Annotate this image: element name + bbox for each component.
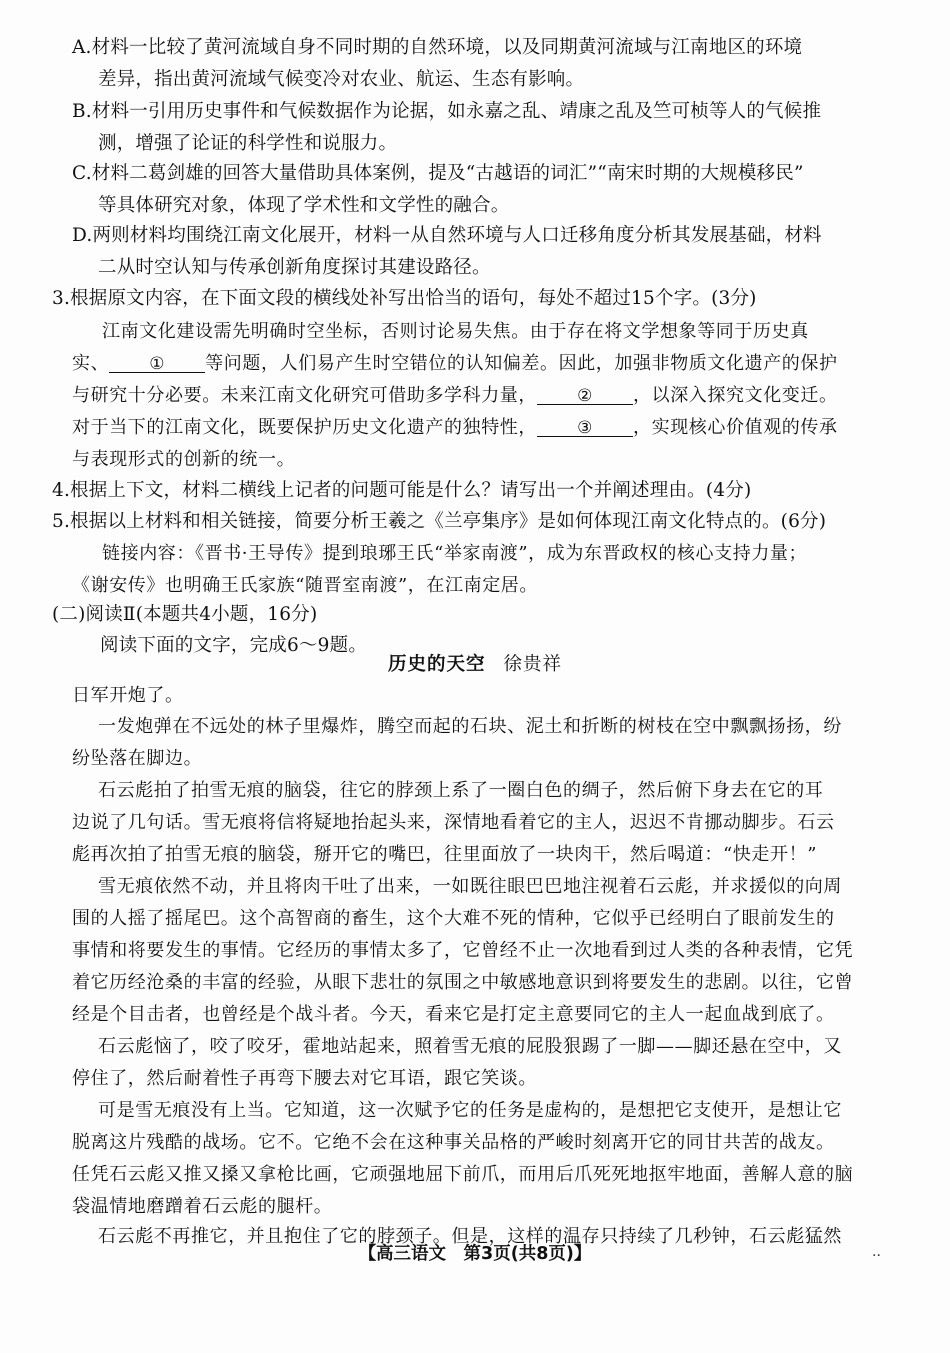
answer-blank-2[interactable] [537, 382, 633, 405]
question-3-stem: 3.根据原文内容，在下面文段的横线处补写出恰当的语句，每处不超过15个字。(3分) [52, 288, 757, 309]
answer-blank-3[interactable] [537, 414, 633, 437]
option-b-line-1: B.材料一引用历史事件和气候数据作为论据，如永嘉之乱、靖康之乱及竺可桢等人的气候推 [72, 101, 822, 122]
q3-passage-text: 等问题，人们易产生时空错位的认知偏差。因此，加强非物质文化遗产的保护 [205, 353, 838, 374]
section-2-heading: (二)阅读Ⅱ(本题共4小题，16分) [52, 604, 318, 625]
story-line: 石云彪拍了拍雪无痕的脑袋，往它的脖颈上系了一圈白色的绸子，然后俯下身去在它的耳 [98, 780, 824, 801]
option-a-line-2: 差异，指出黄河流域气候变冷对农业、航运、生态有影响。 [98, 69, 585, 90]
story-line: 事情和将要发生的事情。它经历的事情太多了，它曾经不止一次地看到过人类的各种表情，它凭 [72, 940, 854, 961]
blank-3-label: ③ [577, 418, 593, 438]
story-line: 纷坠落在脚边。 [72, 748, 203, 769]
q3-passage-line-1: 江南文化建设需先明确时空坐标，否则讨论易失焦。由于存在将文学想象等同于历史真 [102, 321, 809, 342]
q3-passage-text: 实、 [72, 353, 110, 374]
story-line: 雪无痕依然不动，并且将肉干吐了出来，一如既往眼巴巴地注视着石云彪，并求援似的向周 [98, 876, 842, 897]
blank-2-label: ② [577, 386, 593, 406]
q3-passage-text: 与研究十分必要。未来江南文化研究可借助多学科力量， [72, 385, 537, 406]
page-footer: 【高三语文 第3页(共8页)】 [358, 1244, 592, 1264]
answer-blank-1[interactable] [109, 350, 205, 373]
article-title-text: 历史的天空 [387, 654, 486, 675]
option-b-line-2: 测，增强了论证的科学性和说服力。 [98, 133, 398, 154]
footer-dots: .. [872, 1244, 881, 1260]
q3-passage-line-2 [72, 350, 838, 378]
q3-passage-line-4 [72, 414, 838, 442]
article-title [0, 650, 950, 676]
story-line: 着它历经沧桑的丰富的经验，从眼下悲壮的氛围之中敏感地意识到将要发生的悲剧。以往，它曾 [72, 972, 854, 993]
option-c-line-2: 等具体研究对象，体现了学术性和文学性的融合。 [98, 195, 510, 216]
option-a-line-1: A.材料一比较了黄河流域自身不同时期的自然环境，以及同期黄河流域与江南地区的环境 [72, 37, 803, 58]
q3-passage-line-5: 与表现形式的创新的统一。 [72, 449, 296, 470]
option-d-line-2: 二从时空认知与传承创新角度探讨其建设路径。 [98, 257, 491, 278]
story-line: 石云彪不再推它，并且抱住了它的脖颈子。但是，这样的温存只持续了几秒钟，石云彪猛然 [98, 1226, 842, 1247]
q3-passage-text: ，以深入探究文化变迁。 [633, 385, 838, 406]
story-line: 围的人摇了摇尾巴。这个高智商的畜生，这个大难不死的情种，它似乎已经明白了眼前发生的 [72, 908, 835, 929]
section-2-instruction: 阅读下面的文字，完成6～9题。 [100, 635, 368, 656]
q3-passage-text: ，实现核心价值观的传承 [633, 417, 838, 438]
story-line: 日军开炮了。 [72, 685, 184, 706]
story-line: 一发炮弹在不远处的林子里爆炸，腾空而起的石块、泥土和折断的树枝在空中飘飘扬扬，纷 [98, 716, 842, 737]
blank-1-label: ① [149, 354, 166, 374]
story-line: 经是个目击者，也曾经是个战斗者。今天，看来它是打定主意要同它的主人一起血战到底了。 [72, 1004, 835, 1025]
article-author: 徐贵祥 [503, 654, 563, 675]
story-line: 彪再次拍了拍雪无痕的脑袋，掰开它的嘴巴，往里面放了一块肉干，然后喝道：“快走开！” [72, 844, 817, 865]
story-line: 脱离这片残酷的战场。它不。它绝不会在这种事关品格的严峻时刻离开它的同甘共苦的战友。 [72, 1132, 835, 1153]
option-d-line-1: D.两则材料均围绕江南文化展开，材料一从自然环境与人口迁移角度分析其发展基础，材料 [72, 225, 822, 246]
question-5-stem: 5.根据以上材料和相关链接，简要分析王羲之《兰亭集序》是如何体现江南文化特点的。(6分) [52, 511, 827, 532]
story-line: 停住了，然后耐着性子再弯下腰去对它耳语，跟它笑谈。 [72, 1068, 537, 1089]
option-c-line-1: C.材料二葛剑雄的回答大量借助具体案例，提及“古越语的词汇”“南宋时期的大规模移民” [72, 163, 804, 184]
story-line: 任凭石云彪又推又搡又拿枪比画，它顽强地屈下前爪，而用后爪死死地抠牢地面，善解人意的脑 [72, 1164, 854, 1185]
q5-link-line-2: 《谢安传》也明确王氏家族“随晋室南渡”，在江南定居。 [72, 575, 539, 596]
q5-link-line-1: 链接内容：《晋书·王导传》提到琅琊王氏“举家南渡”，成为东晋政权的核心支持力量； [102, 543, 808, 564]
question-4-stem: 4.根据上下文，材料二横线上记者的问题可能是什么？请写出一个并阐述理由。(4分) [52, 480, 752, 501]
story-line: 袋温情地磨蹭着石云彪的腿杆。 [72, 1196, 333, 1217]
story-line: 可是雪无痕没有上当。它知道，这一次赋予它的任务是虚构的，是想把它支使开，是想让它 [98, 1100, 842, 1121]
q3-passage-text: 对于当下的江南文化，既要保护历史文化遗产的独特性， [72, 417, 537, 438]
q3-passage-line-3 [72, 382, 838, 410]
story-line: 边说了几句话。雪无痕将信将疑地抬起头来，深情地看着它的主人，迟迟不肯挪动脚步。石云 [72, 812, 835, 833]
story-line: 石云彪恼了，咬了咬牙，霍地站起来，照着雪无痕的屁股狠踢了一脚——脚还悬在空中，又 [98, 1036, 842, 1057]
